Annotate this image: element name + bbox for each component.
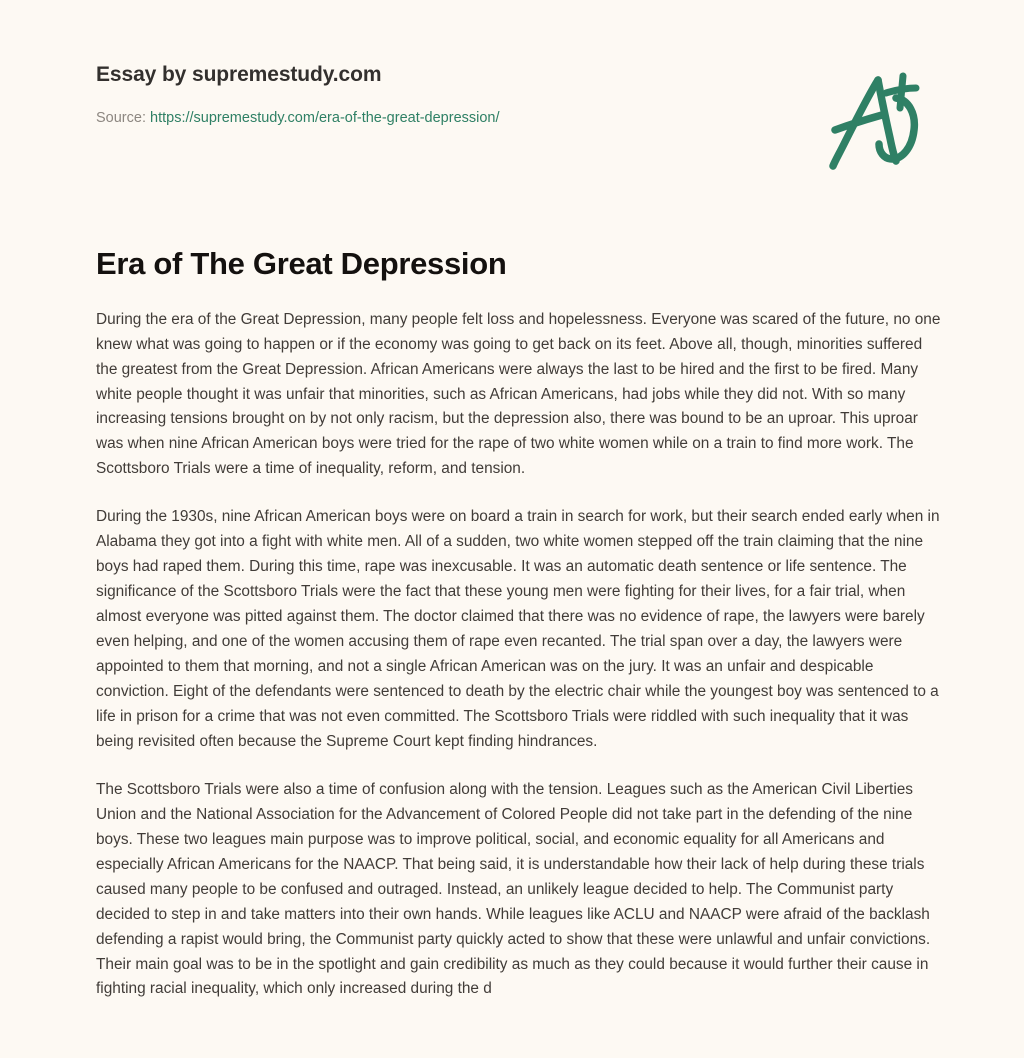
source-label: Source: [96, 110, 146, 127]
byline: Essay by supremestudy.com [96, 63, 382, 86]
paragraph: The Scottsboro Trials were also a time of confusion along with the tension. Leagues such as the American Civil Liberties Union and the National Association for the Advancement of Colored People did not take part in the defending of the nine boys. These two leagues main purpose was to improve political, social, and economic equality for all Americans and especially African Americans for the NAACP. That being said, it is understandable how their lack of help during these trials caused many people to be confused and outraged. Instead, an unlikely league decided to help. The Communist party decided to step in and take matters into their own hands. While leagues like ACLU and NAACP were afraid of the backlash defending a rapist would bring, the Communist party quickly acted to show that these were unlawful and unfair convictions. Their main goal was to be in the spotlight and gain credibility as much as they could because it would further their cause in fighting racial inequality, which only increased during the d [96, 780, 931, 998]
article-body [96, 308, 946, 1003]
source-url-link[interactable]: https://supremestudy.com/era-of-the-great-depression/ [150, 110, 500, 127]
paragraph: During the era of the Great Depression, many people felt loss and hopelessness. Everyone was scared of the future, no one knew what was going to happen or if the economy was going to get back on its feet. Above all, though, minorities suffered the greatest from the Great Depression. African Americans were always the last to be hired and the first to be fired. Many white people thought it was unfair that minorities, such as African Americans, had jobs while they did not. With so many increasing tensions brought on by not only racism, but the depression also, there was bound to be an uproar. This uproar was when nine African American boys were tried for the rape of two white women while on a train to find more work. The Scottsboro Trials were a time of inequality, reform, and tension. [96, 310, 941, 478]
page-title: Era of The Great Depression [96, 246, 507, 281]
article [96, 246, 946, 1002]
paragraph: During the 1930s, nine African American boys were on board a train in search for work, but their search ended early when in Alabama they got into a fight with white men. All of a sudden, two white women stepped off the train claiming that the nine boys had raped them. During this time, rape was inexcusable. It was an automatic death sentence or life sentence. The significance of the Scottsboro Trials were the fact that these young men were fighting for their lives, for a fair trial, when almost everyone was pitted against them. The doctor claimed that there was no evidence of rape, the lawyers were barely even helping, and one of the women accusing them of rape even recanted. The trial span over a day, the lawyers were appointed to them that morning, and not a single African American was on the jury. It was an unfair and despicable conviction. Eight of the defendants were sentenced to death by the electric chair while the youngest boy was sentenced to a life in prison for a crime that was not even committed. The Scottsboro Trials were riddled with such inequality that it was being revisited often because the Supreme Court kept finding hindrances. [96, 508, 940, 750]
a-plus-handwritten-logo-icon [806, 62, 936, 182]
